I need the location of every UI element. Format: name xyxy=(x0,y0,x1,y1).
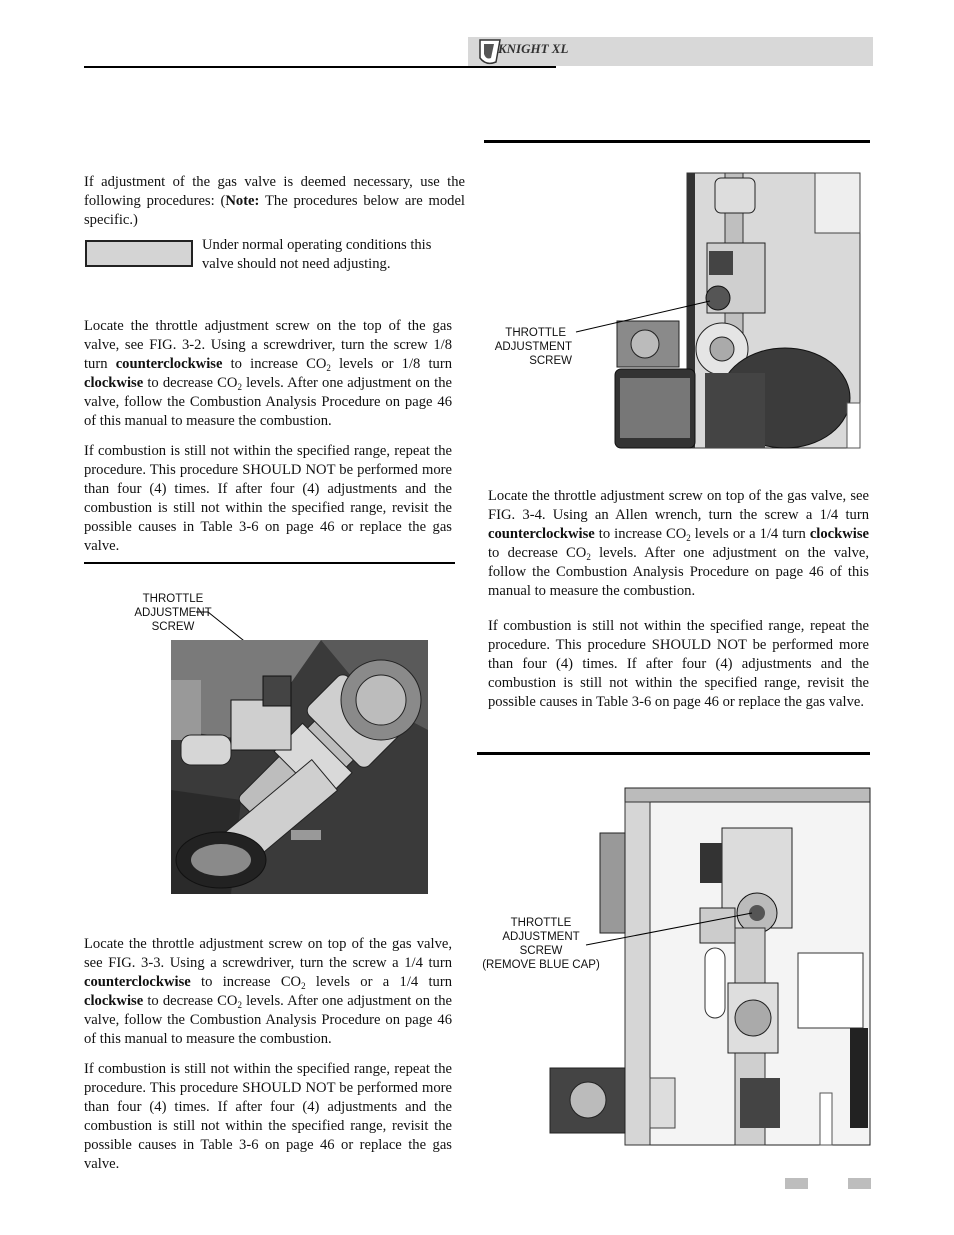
text-run: 2 xyxy=(301,980,306,991)
text-run: to increase CO xyxy=(222,355,327,372)
fig4-callout-line4: (REMOVE BLUE CAP) xyxy=(482,959,600,971)
fig4-callout-line2: ADJUSTMENT xyxy=(502,931,580,943)
brand-logo xyxy=(476,36,569,68)
text-run: If combustion is still not within the specified range, repeat the procedure. This procedure SHOULD NOT be performed more than four (4) times. If after four (4) adjustments and the combustion is still not within the specified range, revisit the possible causes in Table 3-6 on page 46 or replace the gas valve. xyxy=(488,618,869,710)
text-run: 2 xyxy=(237,999,242,1010)
text-run: If combustion is still not within the specified range, repeat the procedure. This procedure SHOULD NOT be performed more than four (4) times. If after four (4) adjustments and the combustion is still not within the specified range, revisit the possible causes in Table 3-6 on page 46 or replace the gas valve. xyxy=(84,443,452,554)
text-run: clockwise xyxy=(809,525,869,542)
text-run: counterclockwise xyxy=(84,973,191,990)
text-run: counterclockwise xyxy=(488,525,595,542)
text-run: to decrease CO xyxy=(488,544,587,561)
intro-paragraph xyxy=(84,173,465,230)
gas-valve-illustration-fig2 xyxy=(171,640,428,894)
page-tab-left xyxy=(785,1178,808,1189)
text-run: 2 xyxy=(326,362,331,373)
fig4-callout-line3: SCREW xyxy=(519,945,563,957)
page-tab-right xyxy=(848,1178,871,1189)
section2-paragraph1 xyxy=(84,935,452,1048)
notice-box xyxy=(85,240,193,267)
text-run: Locate the throttle adjustment screw on top of the gas valve, see FIG. 3-3. Using a screwdriver, turn the screw a 1/4 turn xyxy=(84,936,452,971)
section3-paragraph1 xyxy=(488,487,869,600)
notice-text: Under normal operating conditions this valve should not need adjusting. xyxy=(202,237,432,272)
text-run: levels. After one adjustment on the valve, follow the Combustion Analysis Procedure on page 46 of this manual to measure the combustion. xyxy=(488,544,869,599)
text-run: to decrease CO xyxy=(143,374,238,391)
fig3-callout-line3: SCREW xyxy=(529,355,572,367)
text-run: Note: xyxy=(225,192,260,209)
fig3-callout-line2: ADJUSTMENT xyxy=(494,341,572,353)
text-run: levels or a 1/4 turn xyxy=(305,973,453,990)
text-run: levels. After one adjustment on the valve, follow the Combustion Analysis Procedure on page 46 of this manual to measure the combustion. xyxy=(84,992,452,1047)
fig2-top-rule xyxy=(84,562,455,564)
section1-paragraph2 xyxy=(84,442,452,555)
text-run: clockwise xyxy=(84,992,144,1009)
text-run: to increase CO xyxy=(190,973,302,990)
text-run: 2 xyxy=(686,532,691,543)
text-run: If combustion is still not within the specified range, repeat the procedure. This procedure SHOULD NOT be performed more than four (4) times. If after four (4) adjustments and the combustion is still not within the specified range, revisit the possible causes in Table 3-6 on page 46 or replace the gas valve. xyxy=(84,1061,452,1172)
text-run: to decrease CO xyxy=(143,992,238,1009)
logo-word: KNIGHT XL xyxy=(498,41,569,56)
fig2-callout-line1: THROTTLE ADJUSTMENT xyxy=(134,593,212,619)
text-run: levels or a 1/4 turn xyxy=(690,525,810,542)
fig3-callout-leader xyxy=(570,295,720,340)
text-run: 2 xyxy=(586,551,591,562)
section1-paragraph1 xyxy=(84,317,452,430)
fig4-top-rule xyxy=(477,752,870,755)
fig3-top-rule xyxy=(484,140,870,143)
fig4-callout-leader xyxy=(580,905,760,955)
text-run: clockwise xyxy=(84,374,144,391)
fig2-callout-line2: SCREW xyxy=(151,621,195,633)
text-run: The procedures below are model specific.) xyxy=(84,192,465,228)
text-run: levels. After one adjustment on the valve, follow the Combustion Analysis Procedure on page 46 of this manual to measure the combustion. xyxy=(84,374,452,429)
fig3-callout-line1: THROTTLE xyxy=(505,327,566,339)
text-run: Locate the throttle adjustment screw on the top of the gas valve, see FIG. 3-2. Using a screwdriver, turn the screw 1/8 turn xyxy=(84,318,452,372)
section2-paragraph2 xyxy=(84,1060,452,1173)
fig3-callout-label xyxy=(480,326,572,368)
text-run: 2 xyxy=(237,381,242,392)
text-run: levels or 1/8 turn xyxy=(330,355,453,372)
text-run: If adjustment of the gas valve is deemed necessary, use the following procedures: ( xyxy=(84,174,465,209)
text-run: to increase CO xyxy=(594,525,687,542)
fig4-callout-line1: THROTTLE xyxy=(510,917,572,929)
text-run: Locate the throttle adjustment screw on top of the gas valve, see FIG. 3-4. Using an Allen wrench, turn the screw a 1/4 turn xyxy=(488,488,869,523)
section3-paragraph2 xyxy=(488,617,869,712)
text-run: counterclockwise xyxy=(115,355,223,372)
